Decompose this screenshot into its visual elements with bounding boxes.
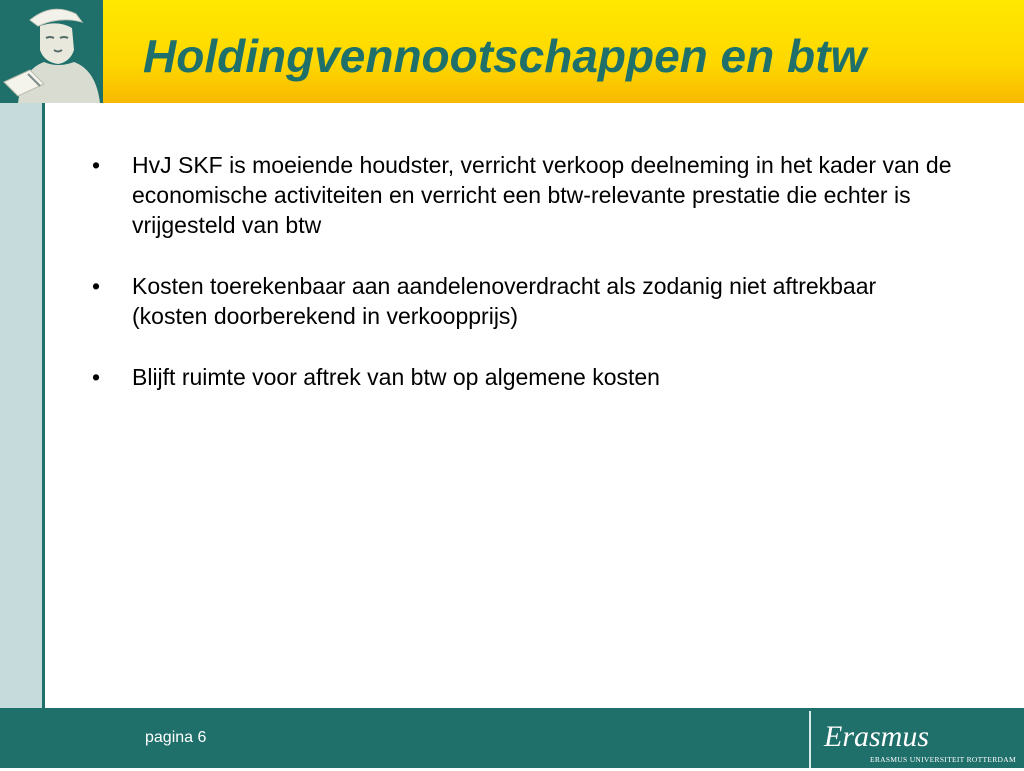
- bullet-list: [92, 150, 952, 392]
- left-decorative-band: [0, 103, 42, 708]
- left-divider-line: [42, 103, 45, 708]
- erasmus-university-logo: [820, 716, 1020, 766]
- slide-content: [92, 150, 952, 423]
- title-bar: [103, 0, 1024, 103]
- bullet-icon: •: [92, 273, 101, 299]
- erasmus-portrait-icon: [0, 0, 103, 103]
- logo-caption-text: ERASMUS UNIVERSITEIT ROTTERDAM: [870, 755, 1016, 764]
- bullet-icon: •: [92, 152, 101, 178]
- logo-script-text: Erasmus: [824, 720, 930, 753]
- footer-divider: [809, 711, 811, 768]
- page-number: pagina 6: [145, 729, 207, 746]
- bullet-item: [92, 362, 952, 392]
- bullet-item: [92, 271, 952, 331]
- slide-title: Holdingvennootschappen en btw: [143, 30, 867, 82]
- bullet-item: [92, 150, 952, 240]
- footer-bar: [0, 708, 1024, 768]
- bullet-text: Kosten toerekenbaar aan aandelenoverdracht als zodanig niet aftrekbaar (kosten doorberekend in verkoopprijs): [132, 273, 877, 329]
- bullet-text: HvJ SKF is moeiende houdster, verricht verkoop deelneming in het kader van de economische activiteiten en verricht een btw-relevante prestatie die echter is vrijgesteld van btw: [132, 152, 952, 238]
- bullet-text: Blijft ruimte voor aftrek van btw op algemene kosten: [132, 364, 660, 390]
- bullet-icon: •: [92, 364, 101, 390]
